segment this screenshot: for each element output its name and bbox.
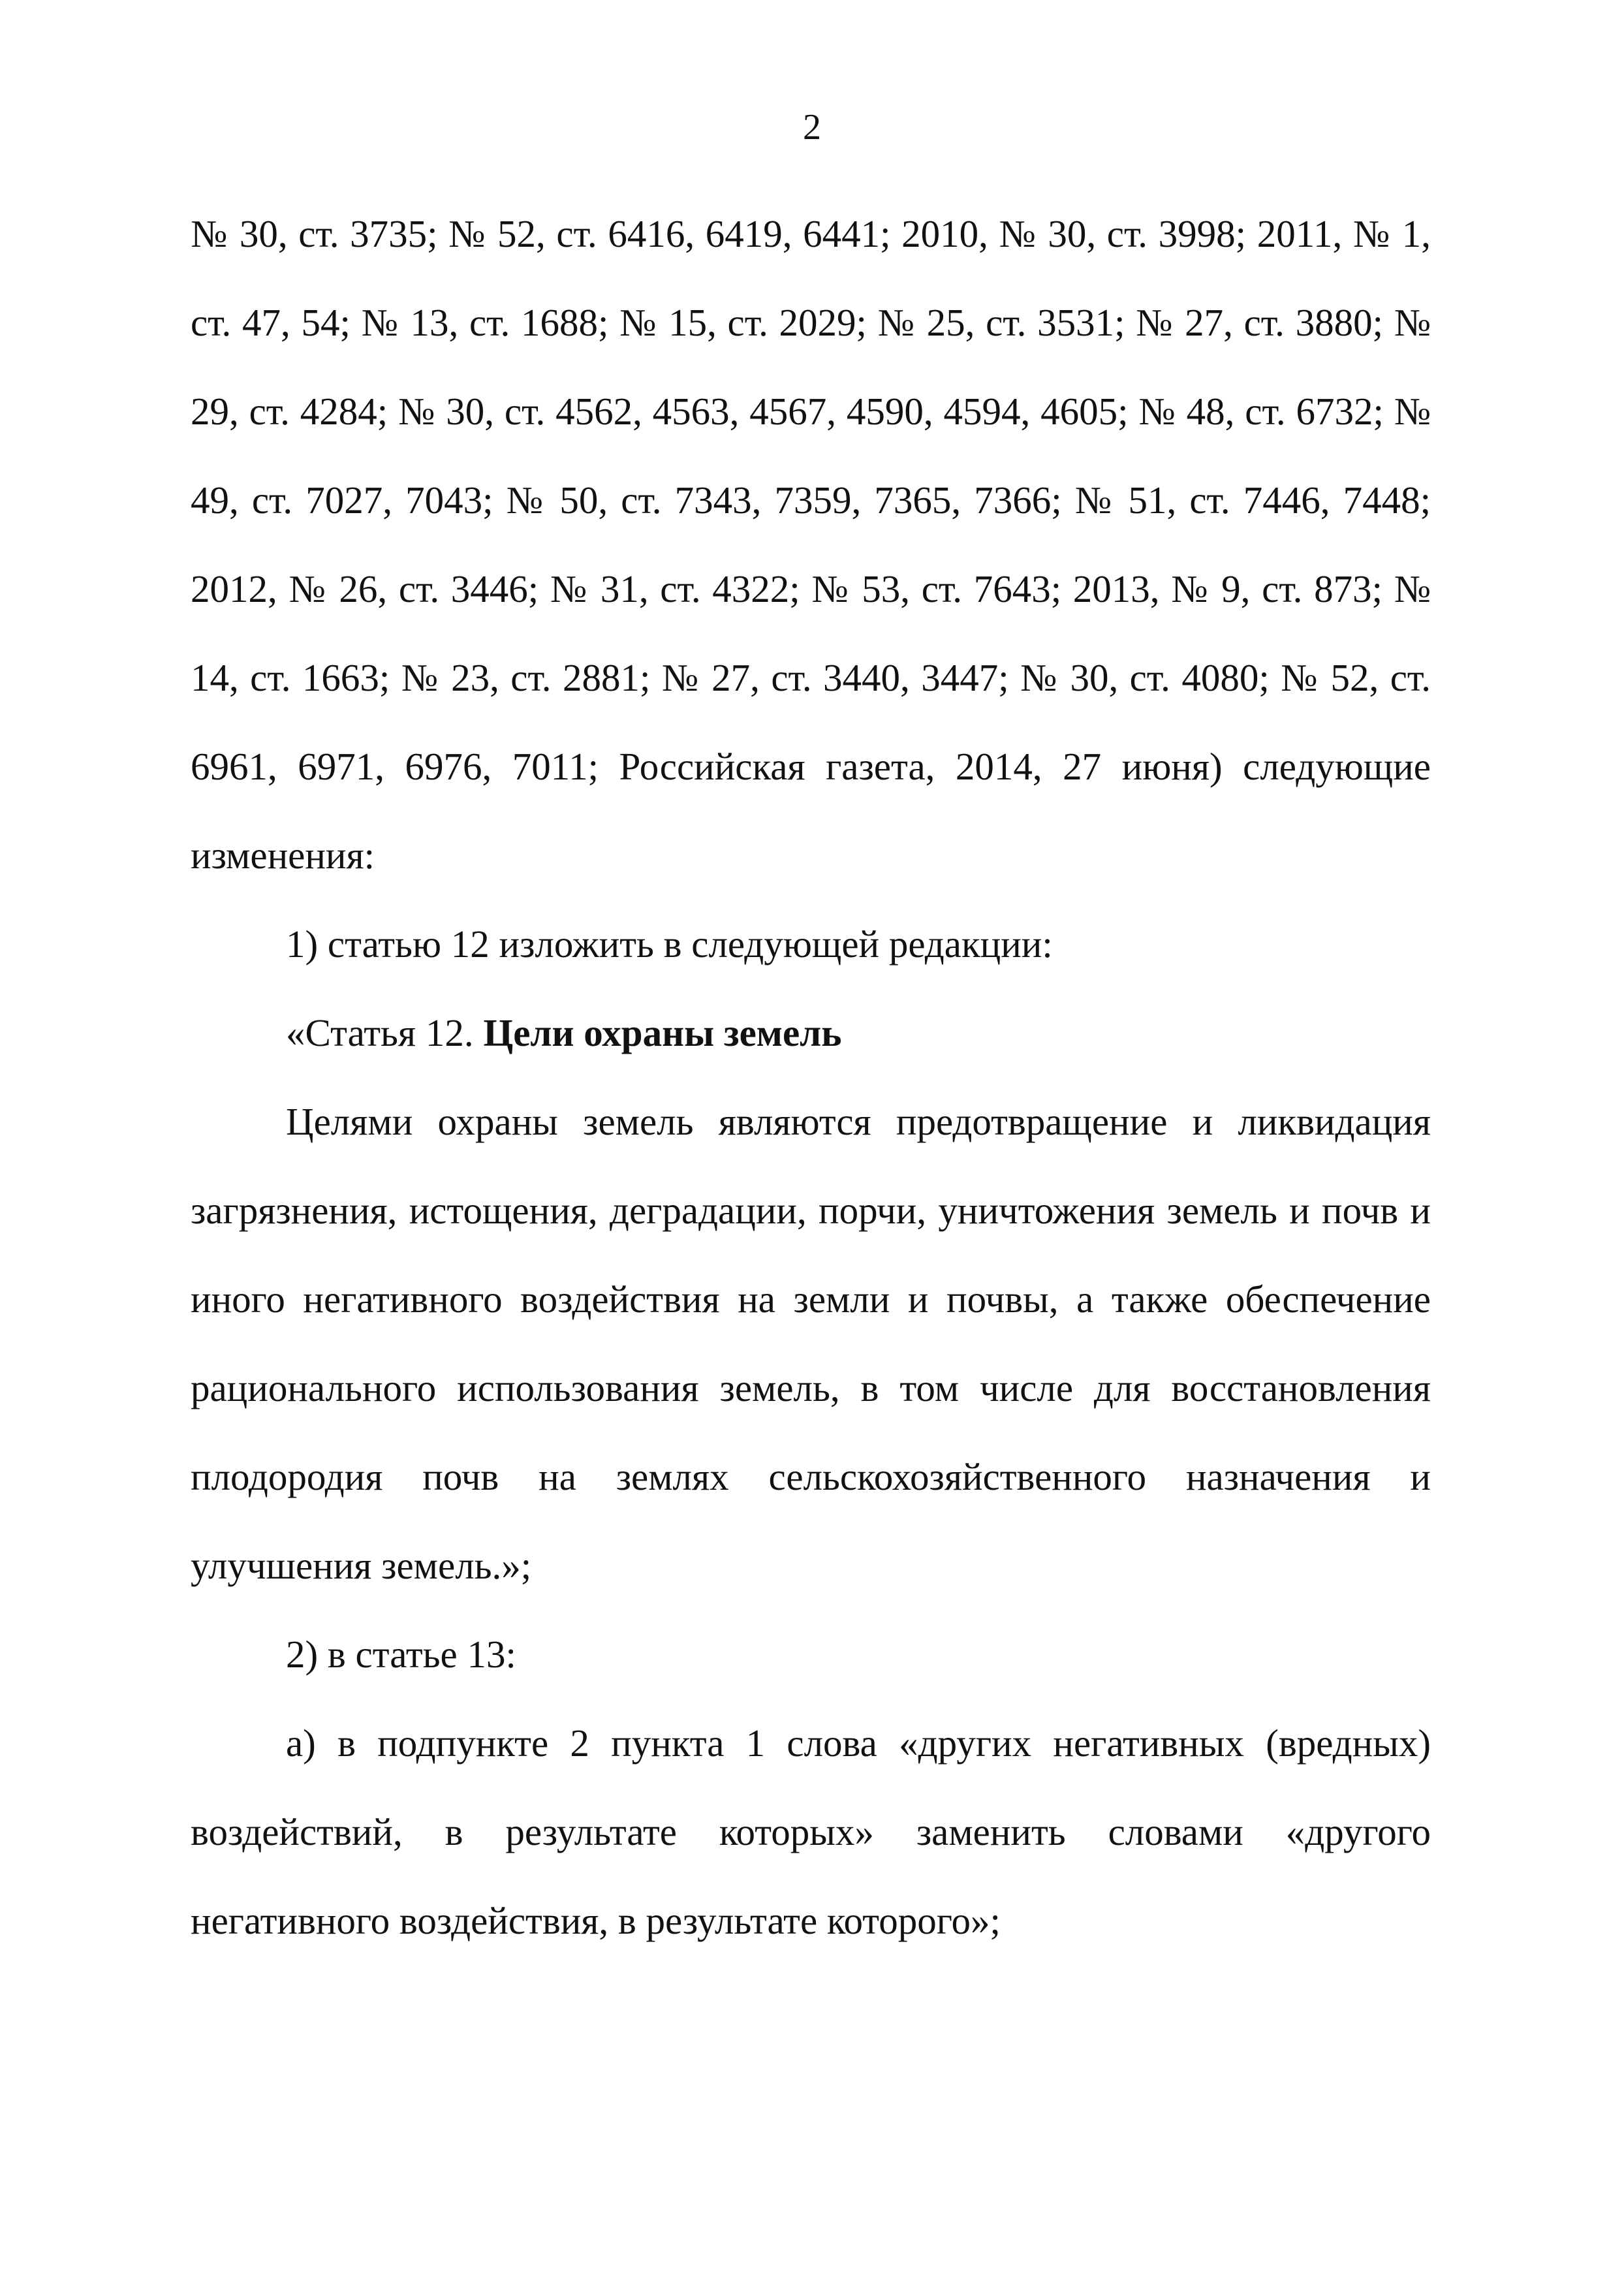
amendment-item-2a: а) в подпункте 2 пункта 1 слова «других негативных (вредных) воздействий, в результате которых» заменить словами «другого негативного воздействия, в результате которого»;	[191, 1721, 1431, 1942]
article-label: «Статья 12.	[286, 1011, 484, 1054]
article-heading	[191, 988, 1431, 1077]
article-text: Целями охраны земель являются предотвращение и ликвидация загрязнения, истощения, деградации, порчи, уничтожения земель и почв и иного негативного воздействия на земли и почвы, а также обеспечение рационального использования земель, в том числе для восстановления плодородия почв на землях сельскохозяйственного назначения и улучшения земель.»;	[191, 1100, 1431, 1587]
amendment-item-1: 1) статью 12 изложить в следующей редакции:	[286, 922, 1053, 966]
document-body	[191, 189, 1431, 1965]
amendment-item-2: 2) в статье 13:	[286, 1633, 516, 1676]
page-number: 2	[803, 107, 821, 148]
article-title: Цели охраны земель	[483, 1011, 842, 1054]
citation-paragraph: № 30, ст. 3735; № 52, ст. 6416, 6419, 6441; 2010, № 30, ст. 3998; 2011, № 1, ст. 47, 54; № 13, ст. 1688; № 15, ст. 2029; № 25, ст. 3531; № 27, ст. 3880; № 29, ст. 4284; № 30, ст. 4562, 4563, 4567, 4590, 4594, 4605; № 48, ст. 6732; № 49, ст. 7027, 7043; № 50, ст. 7343, 7359, 7365, 7366; № 51, ст. 7446, 7448; 2012, № 26, ст. 3446; № 31, ст. 4322; № 53, ст. 7643; 2013, № 9, ст. 873; № 14, ст. 1663; № 23, ст. 2881; № 27, ст. 3440, 3447; № 30, ст. 4080; № 52, ст. 6961, 6971, 6976, 7011; Российская газета, 2014, 27 июня) следующие изменения:	[191, 212, 1431, 877]
